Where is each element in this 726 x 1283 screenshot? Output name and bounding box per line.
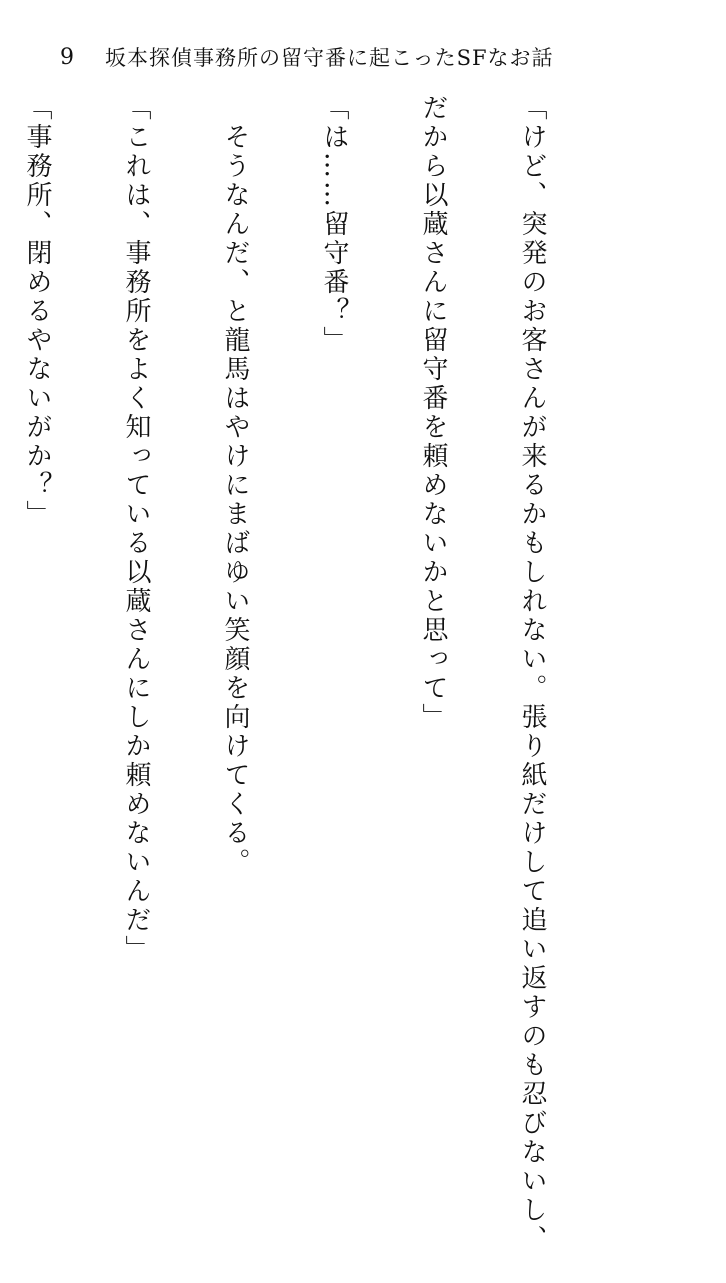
running-head bbox=[60, 40, 554, 74]
text-line: 「これは、事務所をよく知っている以蔵さんにしか頼めないんだ」 bbox=[121, 94, 151, 964]
text-line: 「けど、突発のお客さんが来るかもしれない。張り紙だけして追い返すのも忍びないし、 bbox=[517, 94, 547, 1254]
text-line: 「事務所、閉めるやないがか？」 bbox=[22, 94, 52, 529]
text-line: だから以蔵さんに留守番を頼めないかと思って」 bbox=[418, 94, 448, 732]
text-line: そうなんだ、と龍馬はやけにまばゆい笑顔を向けてくる。 bbox=[220, 94, 250, 877]
chapter-title: 坂本探偵事務所の留守番に起こったSFなお話 bbox=[105, 46, 554, 70]
text-line: 「は……留守番？」 bbox=[319, 94, 349, 355]
vertical-body-text bbox=[0, 94, 614, 1254]
page-number: 9 bbox=[60, 44, 75, 70]
